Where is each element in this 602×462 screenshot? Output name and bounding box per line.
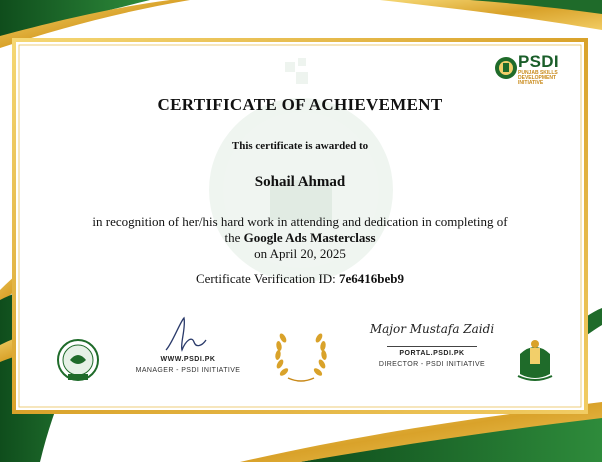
director-role: DIRECTOR - PSDI INITIATIVE	[378, 361, 486, 368]
director-signature: Major Mustafa Zaidi	[369, 322, 495, 336]
completion-date: on April 20, 2025	[254, 246, 346, 261]
psdi-logo-subtitle: PUNJAB SKILLS DEVELOPMENT INITIATIVE	[518, 70, 558, 86]
recipient-name: Sohail Ahmad	[254, 174, 346, 190]
course-name: Google Ads Masterclass	[243, 230, 376, 245]
course-prefix: the	[224, 230, 241, 245]
director-signature-block	[352, 322, 512, 368]
manager-signature-block	[128, 356, 248, 374]
punjab-emblem-icon	[56, 338, 100, 384]
manager-role: MANAGER - PSDI INITIATIVE	[135, 367, 241, 374]
laurel-wreath-icon	[270, 328, 332, 386]
recognition-text: in recognition of her/his hard work in attending and dedication in completing of	[92, 214, 508, 229]
verification-label: Certificate Verification ID:	[195, 271, 336, 286]
verification-id: 7e6416beb9	[339, 271, 405, 286]
manager-signature	[160, 314, 210, 356]
director-url: PORTAL.PSDI.PK	[399, 350, 465, 357]
manager-url: WWW.PSDI.PK	[160, 356, 216, 363]
psdi-emblem-icon	[512, 334, 558, 384]
certificate-title: CERTIFICATE OF ACHIEVEMENT	[157, 95, 443, 114]
psdi-logo-text: PSDI	[518, 52, 559, 71]
verification-line	[14, 271, 586, 287]
director-signature-rule	[387, 346, 477, 347]
awarded-to-text: This certificate is awarded to	[231, 140, 369, 152]
course-line	[14, 230, 586, 246]
